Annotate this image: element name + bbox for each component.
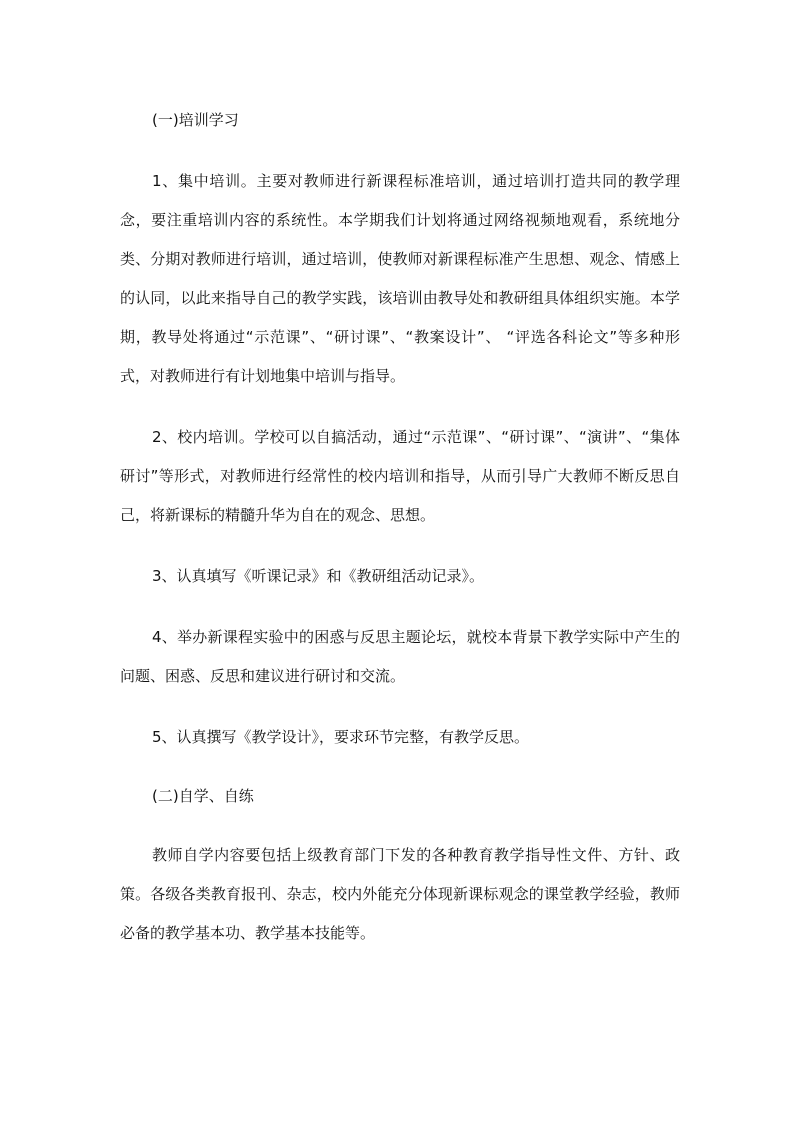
paragraph-self-study: 教师自学内容要包括上级教育部门下发的各种教育教学指导性文件、方针、政策。各级各类教育报刊、杂志，校内外能充分体现新课标观念的课堂教学经验，教师必备的教学基本功、教学基本技能等。 — [120, 846, 680, 942]
paragraph-school-training: 2、校内培训。学校可以自搞活动，通过“示范课”、“研讨课”、“演讲”、“集体研讨”等形式，对教师进行经常性的校内培训和指导，从而引导广大教师不断反思自己，将新课标的精髓升华为自在的观念、思想。 — [120, 428, 680, 524]
section-heading-self-study: (二)自学、自练 — [152, 787, 254, 805]
paragraph-records: 3、认真填写《听课记录》和《教研组活动记录》。 — [152, 567, 485, 585]
paragraph-forum: 4、举办新课程实验中的困惑与反思主题论坛，就校本背景下教学实际中产生的问题、困惑、反思和建议进行研讨和交流。 — [120, 628, 680, 685]
paragraph-teaching-design: 5、认真撰写《教学设计》，要求环节完整，有教学反思。 — [152, 728, 530, 746]
document-body — [120, 101, 680, 953]
paragraph-centralized-training: 1、集中培训。主要对教师进行新课程标准培训，通过培训打造共同的教学理念，要注重培训内容的系统性。本学期我们计划将通过网络视频地观看，系统地分类、分期对教师进行培训，通过培训，使教师对新课程标准产生思想、观念、情感上的认同，以此来指导自己的教学实践，该培训由教导处和教研组具体组织实施。本学期，教导处将通过“示范课”、“研讨课”、“教案设计”、 “评选各科论文”等多种形式，对教师进行有计划地集中培训与指导。 — [120, 172, 680, 385]
section-heading-training: (一)培训学习 — [152, 111, 239, 129]
